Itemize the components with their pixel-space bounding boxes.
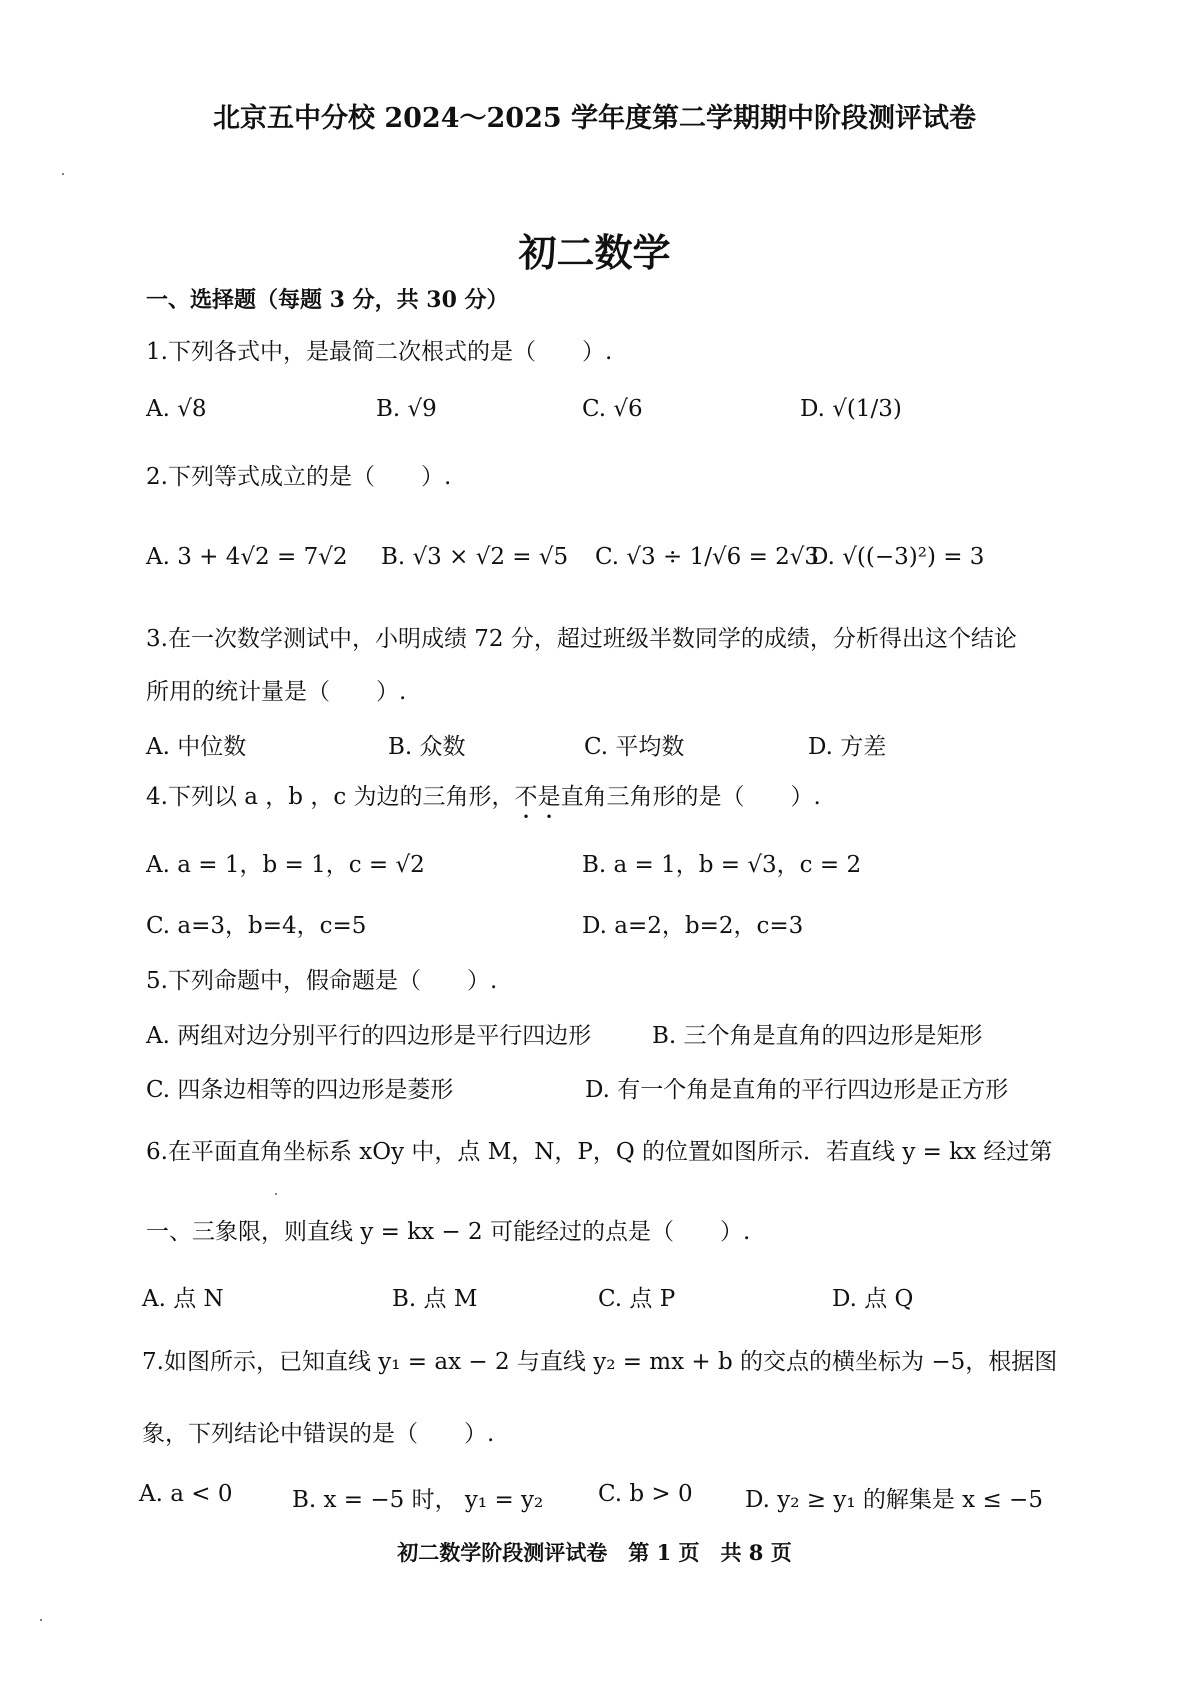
question-4-option-d: D. a=2，b=2，c=3 <box>582 913 804 939</box>
question-6-stem-line2: 一、三象限，则直线 y = kx − 2 可能经过的点是（ ）. <box>146 1219 751 1245</box>
question-7-option-c: C. b > 0 <box>598 1481 693 1507</box>
question-2-option-a: A. 3 + 4√2 = 7√2 <box>146 544 348 570</box>
question-6-option-b: B. 点 M <box>392 1286 478 1312</box>
question-1-option-a: A. √8 <box>146 396 207 422</box>
question-4-stem-pre: 4.下列以 a ，b ，c 为边的三角形， <box>146 784 515 810</box>
question-5-option-c: C. 四条边相等的四边形是菱形 <box>146 1077 454 1103</box>
scan-speck <box>40 1619 42 1621</box>
question-2-option-c: C. √3 ÷ 1/√6 = 2√3 <box>595 544 820 570</box>
question-7-option-b: B. x = −5 时， y₁ = y₂ <box>292 1487 544 1513</box>
page-footer: 初二数学阶段测评试卷 第 1 页 共 8 页 <box>397 1540 792 1565</box>
question-5-option-d: D. 有一个角是直角的平行四边形是正方形 <box>585 1077 1009 1103</box>
question-6-option-c: C. 点 P <box>598 1286 676 1312</box>
question-7-stem-line1: 7.如图所示，已知直线 y₁ = ax − 2 与直线 y₂ = mx + b 的交点的横坐标为 −5，根据图 <box>142 1349 1058 1375</box>
question-4-stem-post: 直角三角形的是（ ）. <box>560 784 821 810</box>
question-4-option-a: A. a = 1，b = 1，c = √2 <box>146 852 425 878</box>
question-2-option-d: D. √((−3)²) = 3 <box>810 544 985 570</box>
question-6-option-a: A. 点 N <box>142 1286 224 1312</box>
question-3-option-d: D. 方差 <box>808 734 887 760</box>
question-7-option-a: A. a < 0 <box>139 1481 233 1507</box>
subject-title: 初二数学 <box>518 230 671 275</box>
question-5-option-a: A. 两组对边分别平行的四边形是平行四边形 <box>146 1023 592 1049</box>
question-6-stem-line1: 6.在平面直角坐标系 xOy 中，点 M，N，P，Q 的位置如图所示．若直线 y = kx 经过第 <box>146 1139 1053 1165</box>
question-4-option-c: C. a=3，b=4，c=5 <box>146 913 367 939</box>
question-3-option-a: A. 中位数 <box>146 734 247 760</box>
question-3-option-b: B. 众数 <box>388 734 466 760</box>
question-1-option-c: C. √6 <box>582 396 643 422</box>
question-5-stem: 5.下列命题中，假命题是（ ）. <box>146 968 498 994</box>
question-3-stem-line2: 所用的统计量是（ ）. <box>146 679 407 705</box>
question-1-option-b: B. √9 <box>376 396 437 422</box>
question-4-stem-emphasis: 不是 <box>514 784 561 810</box>
question-2-stem: 2.下列等式成立的是（ ）. <box>146 464 452 490</box>
question-4-option-b: B. a = 1，b = √3，c = 2 <box>582 852 862 878</box>
scan-speck <box>275 1193 277 1195</box>
question-4-stem <box>146 778 821 824</box>
question-6-option-d: D. 点 Q <box>832 1286 914 1312</box>
question-3-stem-line1: 3.在一次数学测试中，小明成绩 72 分，超过班级半数同学的成绩，分析得出这个结论 <box>146 626 1017 652</box>
question-1-stem: 1.下列各式中，是最简二次根式的是（ ）. <box>146 339 613 365</box>
scan-speck <box>62 173 64 175</box>
question-1-option-d: D. √(1/3) <box>800 396 902 422</box>
question-7-option-d: D. y₂ ≥ y₁ 的解集是 x ≤ −5 <box>745 1487 1043 1513</box>
header-title: 北京五中分校 2024～2025 学年度第二学期期中阶段测评试卷 <box>212 103 977 134</box>
question-7-stem-line2: 象，下列结论中错误的是（ ）. <box>142 1421 495 1447</box>
question-5-option-b: B. 三个角是直角的四边形是矩形 <box>652 1023 983 1049</box>
question-2-option-b: B. √3 × √2 = √5 <box>381 544 569 570</box>
section-title: 一、选择题（每题 3 分，共 30 分） <box>146 287 509 313</box>
question-3-option-c: C. 平均数 <box>584 734 685 760</box>
